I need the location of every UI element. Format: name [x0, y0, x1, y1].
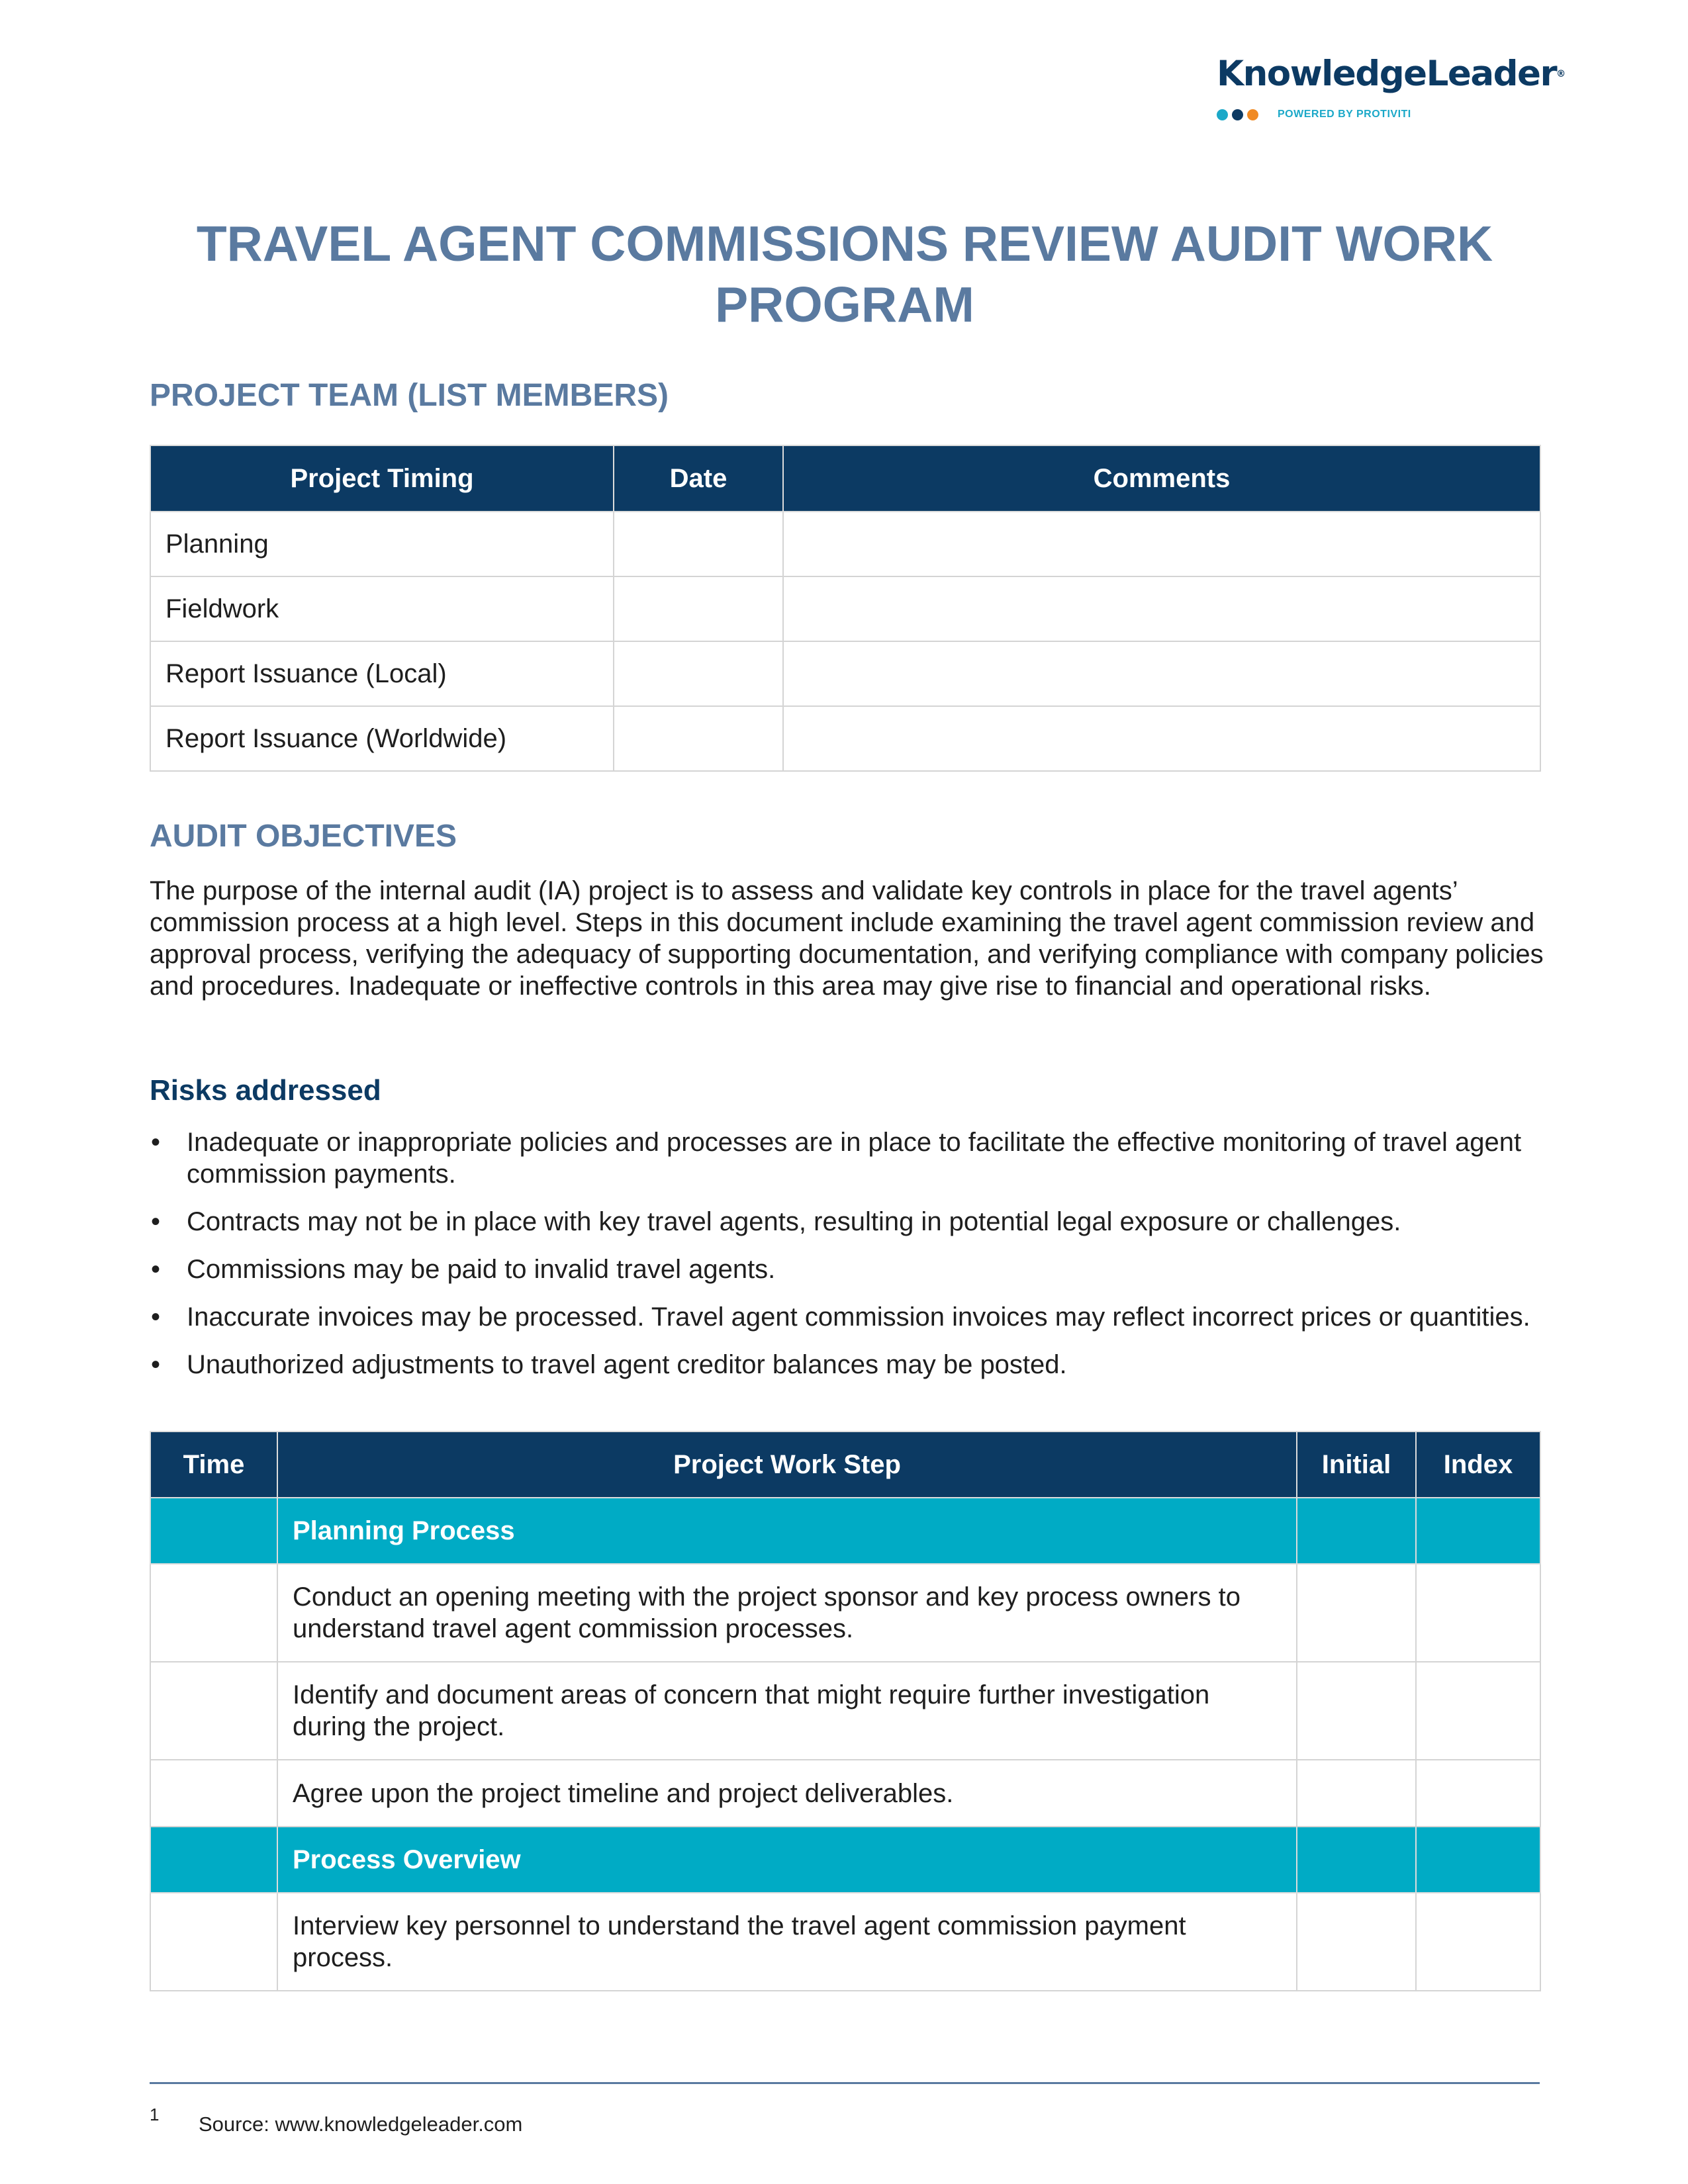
- table-row: [150, 706, 1540, 771]
- registered-mark: ®: [1556, 69, 1566, 79]
- section-row-process-overview: [150, 1827, 1540, 1893]
- initial-cell[interactable]: [1297, 1564, 1416, 1662]
- bullet-icon: •: [151, 1302, 161, 1332]
- table-row: [150, 1564, 1540, 1662]
- logo-dot-teal-icon: [1217, 109, 1228, 120]
- column-header-work-step: Project Work Step: [277, 1432, 1297, 1498]
- column-header-initial: Initial: [1297, 1432, 1416, 1498]
- list-item: [150, 1301, 1540, 1333]
- initial-cell[interactable]: [1297, 1662, 1416, 1760]
- date-cell[interactable]: [614, 641, 783, 706]
- date-cell[interactable]: [614, 576, 783, 641]
- index-cell: [1416, 1498, 1540, 1564]
- column-header-project-timing: Project Timing: [150, 445, 614, 512]
- date-cell[interactable]: [614, 512, 783, 576]
- section-title: Process Overview: [277, 1827, 1297, 1893]
- timing-cell: Report Issuance (Worldwide): [150, 706, 614, 771]
- source-footnote: Source: www.knowledgeleader.com: [199, 2113, 523, 2136]
- column-header-date: Date: [614, 445, 783, 512]
- logo-tagline-row: [1217, 107, 1534, 122]
- list-item: [150, 1126, 1540, 1190]
- index-cell: [1416, 1827, 1540, 1893]
- work-step-text: Agree upon the project timeline and project deliverables.: [277, 1760, 1297, 1827]
- timing-cell: Fieldwork: [150, 576, 614, 641]
- logo-dot-orange-icon: [1247, 109, 1258, 120]
- list-item: [150, 1253, 1540, 1285]
- table-header-row: [150, 445, 1540, 512]
- comments-cell[interactable]: [783, 512, 1540, 576]
- audit-objectives-paragraph: The purpose of the internal audit (IA) project is to assess and validate key controls in place for the travel agents’ commission process at a high level. Steps in this document include examining the travel agent commission review and approval process, verifying the adequacy of supporting documentation, and verifying compliance with company policies and procedures. Inadequate or ineffective controls in this area may give rise to financial and operational risks.: [150, 876, 1544, 1001]
- project-timing-table: [150, 445, 1541, 772]
- work-step-text: Conduct an opening meeting with the project sponsor and key process owners to understand travel agent commission processes.: [277, 1564, 1297, 1662]
- audit-objectives-heading: AUDIT OBJECTIVES: [150, 819, 457, 854]
- timing-cell: Report Issuance (Local): [150, 641, 614, 706]
- bullet-icon: •: [151, 1207, 161, 1236]
- section-title: Planning Process: [277, 1498, 1297, 1564]
- logo-brand-text: KnowledgeLeader: [1217, 54, 1557, 94]
- list-item: [150, 1206, 1540, 1238]
- time-cell: [150, 1498, 277, 1564]
- column-header-comments: Comments: [783, 445, 1540, 512]
- comments-cell[interactable]: [783, 576, 1540, 641]
- time-cell[interactable]: [150, 1893, 277, 1991]
- work-program-table: [150, 1431, 1541, 1991]
- time-cell[interactable]: [150, 1564, 277, 1662]
- knowledgeleader-logo: [1217, 54, 1566, 122]
- table-row: [150, 1760, 1540, 1827]
- initial-cell: [1297, 1827, 1416, 1893]
- initial-cell: [1297, 1498, 1416, 1564]
- table-row: [150, 512, 1540, 576]
- logo-wordmark: [1217, 54, 1566, 94]
- risk-text: Inaccurate invoices may be processed. Travel agent commission invoices may reflect incorrect prices or quantities.: [187, 1302, 1530, 1332]
- list-item: [150, 1349, 1540, 1381]
- section-row-planning-process: [150, 1498, 1540, 1564]
- time-cell[interactable]: [150, 1760, 277, 1827]
- risks-addressed-heading: Risks addressed: [150, 1074, 381, 1107]
- work-step-text: Interview key personnel to understand the travel agent commission payment process.: [277, 1893, 1297, 1991]
- initial-cell[interactable]: [1297, 1760, 1416, 1827]
- risks-list: [150, 1126, 1540, 1396]
- bullet-icon: •: [151, 1255, 161, 1284]
- index-cell[interactable]: [1416, 1893, 1540, 1991]
- risk-text: Inadequate or inappropriate policies and processes are in place to facilitate the effective monitoring of travel agent commission payments.: [187, 1128, 1522, 1189]
- work-step-text: Identify and document areas of concern that might require further investigation during the project.: [277, 1662, 1297, 1760]
- initial-cell[interactable]: [1297, 1893, 1416, 1991]
- project-team-heading: PROJECT TEAM (LIST MEMBERS): [150, 378, 669, 413]
- timing-cell: Planning: [150, 512, 614, 576]
- document-title: TRAVEL AGENT COMMISSIONS REVIEW AUDIT WORK PROGRAM: [196, 216, 1493, 333]
- logo-dot-navy-icon: [1232, 109, 1243, 120]
- date-cell[interactable]: [614, 706, 783, 771]
- column-header-time: Time: [150, 1432, 277, 1498]
- bullet-icon: •: [151, 1128, 161, 1157]
- time-cell[interactable]: [150, 1662, 277, 1760]
- table-row: [150, 641, 1540, 706]
- index-cell[interactable]: [1416, 1760, 1540, 1827]
- comments-cell[interactable]: [783, 641, 1540, 706]
- table-row: [150, 576, 1540, 641]
- index-cell[interactable]: [1416, 1662, 1540, 1760]
- logo-tagline: POWERED BY PROTIVITI: [1278, 109, 1411, 120]
- risk-text: Commissions may be paid to invalid travel agents.: [187, 1255, 776, 1284]
- index-cell[interactable]: [1416, 1564, 1540, 1662]
- footnote-divider: [150, 2082, 1540, 2084]
- column-header-index: Index: [1416, 1432, 1540, 1498]
- table-row: [150, 1893, 1540, 1991]
- comments-cell[interactable]: [783, 706, 1540, 771]
- risk-text: Contracts may not be in place with key travel agents, resulting in potential legal exposure or challenges.: [187, 1207, 1401, 1236]
- bullet-icon: •: [151, 1350, 161, 1379]
- risk-text: Unauthorized adjustments to travel agent creditor balances may be posted.: [187, 1350, 1067, 1379]
- page-number: 1: [150, 2105, 160, 2124]
- table-row: [150, 1662, 1540, 1760]
- table-header-row: [150, 1432, 1540, 1498]
- time-cell: [150, 1827, 277, 1893]
